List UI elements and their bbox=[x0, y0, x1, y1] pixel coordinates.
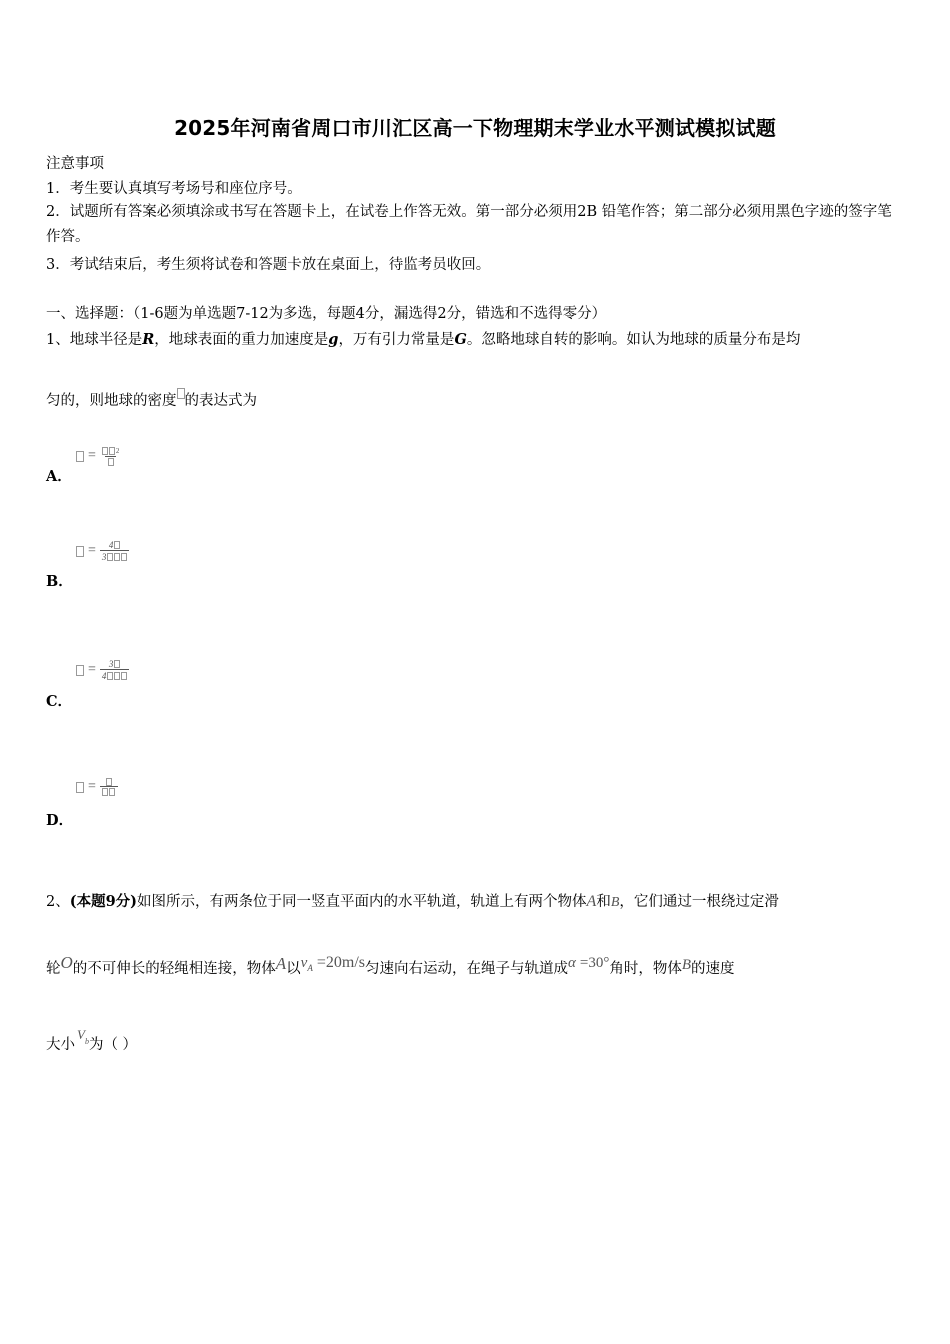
option-c-formula: = $\frac{3}{4}$ bbox=[76, 659, 129, 681]
q2-line1: 2、(本题9分)如图所示，有两条位于同一竖直平面内的水平轨道，轨道上有两个物体A和B，它们通过一根绕过定滑 bbox=[46, 893, 779, 910]
q2-line3: 大小$V^b$为（ ） bbox=[46, 1027, 138, 1053]
section-heading: 一、选择题：（1-6题为单选题7-12为多选，每题4分，漏选得2分，错选和不选得零分） bbox=[46, 306, 607, 322]
option-c-label[interactable]: C． bbox=[46, 693, 73, 710]
q2-line2: 轮O的不可伸长的轻绳相连接，物体A以$v^A =20m/s$匀速向右运动，在绳子与轨道成α =30°角时，物体B的速度 bbox=[46, 953, 735, 977]
rho-symbol-icon bbox=[76, 451, 84, 462]
notice-item-2: 2．试题所有答案必须填涂或书写在答题卡上，在试卷上作答无效。第一部分必须用2B 铅笔作答；第二部分必须用黑色字迹的签字笔作答。 bbox=[46, 204, 892, 245]
q1-line1: 1、地球半径是R，地球表面的重力加速度是g，万有引力常量是G。忽略地球自转的影响。如认为地球的质量分布是均 bbox=[46, 331, 801, 348]
option-d-formula: = bbox=[76, 778, 118, 796]
option-a-formula: = 2 bbox=[76, 446, 121, 466]
rho-placeholder-icon bbox=[177, 388, 185, 399]
page-title: 2025年河南省周口市川汇区高一下物理期末学业水平测试模拟试题 bbox=[174, 116, 776, 140]
option-d-label[interactable]: D． bbox=[46, 812, 74, 829]
notice-item-3: 3．考试结束后，考生须将试卷和答题卡放在桌面上，待监考员收回。 bbox=[46, 257, 491, 273]
option-b-formula: = $\frac{4}{3}$ bbox=[76, 540, 129, 562]
option-a-label[interactable]: A． bbox=[46, 468, 72, 485]
rho-symbol-icon bbox=[76, 782, 84, 793]
notice-item-1: 1．考生要认真填写考场号和座位序号。 bbox=[46, 181, 302, 197]
rho-symbol-icon bbox=[76, 665, 84, 676]
option-b-label[interactable]: B． bbox=[46, 573, 73, 590]
q1-line2: 匀的，则地球的密度 的表达式为 bbox=[46, 388, 257, 410]
rho-symbol-icon bbox=[76, 546, 84, 557]
notice-heading: 注意事项 bbox=[46, 156, 104, 172]
